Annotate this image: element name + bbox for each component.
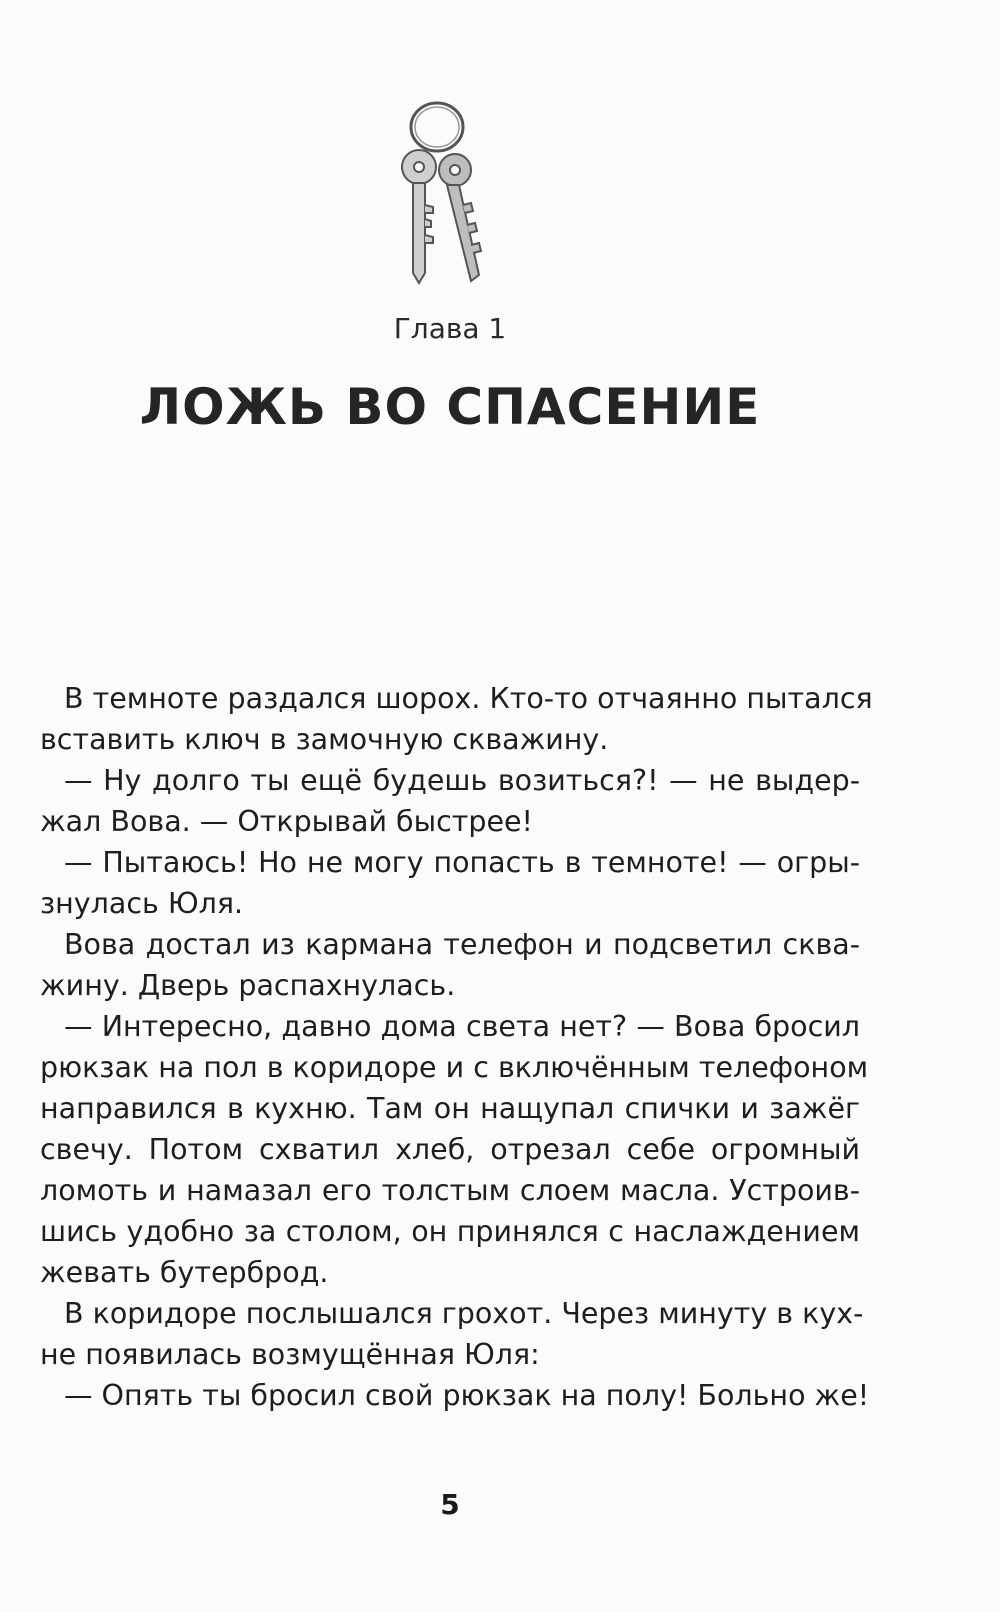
- text-line: В темноте раздался шорох. Кто-то отчаянно пытался: [64, 682, 873, 715]
- text-line: — Интересно, давно дома света нет? — Вова бросил: [64, 1010, 860, 1043]
- keys-on-ring-icon: [385, 95, 495, 305]
- text-line: рюкзак на пол в коридоре и с включённым телефоном: [40, 1051, 869, 1084]
- text-line: не появилась возмущённая Юля:: [40, 1338, 540, 1371]
- text-line: — Ну долго ты ещё будешь возиться?! — не выдер-: [64, 764, 860, 797]
- page-number: 5: [440, 1488, 460, 1521]
- text-line: шись удобно за столом, он принялся с наслаждением: [40, 1215, 860, 1248]
- chapter-label: Глава 1: [393, 312, 507, 345]
- text-line: знулась Юля.: [40, 887, 244, 920]
- text-line: жину. Дверь распахнулась.: [40, 969, 456, 1002]
- text-line: В коридоре послышался грохот. Через минуту в кух-: [64, 1297, 864, 1330]
- text-line: Вова достал из кармана телефон и подсветил сква-: [64, 928, 860, 961]
- chapter-title: ЛОЖЬ ВО СПАСЕНИЕ: [139, 378, 761, 436]
- text-line: жевать бутерброд.: [40, 1256, 329, 1289]
- text-line: свечу. Потом схватил хлеб, отрезал себе огромный: [40, 1133, 860, 1166]
- text-line: вставить ключ в замочную скважину.: [40, 723, 609, 756]
- text-line: — Опять ты бросил свой рюкзак на полу! Больно же!: [64, 1379, 870, 1412]
- text-line: ломоть и намазал его толстым слоем масла. Устроив-: [40, 1174, 860, 1207]
- body-text: [40, 678, 873, 1416]
- text-line: направился в кухню. Там он нащупал спички и зажёг: [40, 1092, 860, 1125]
- text-line: — Пытаюсь! Но не могу попасть в темноте! — огры-: [64, 846, 860, 879]
- text-line: жал Вова. — Открывай быстрее!: [40, 805, 533, 838]
